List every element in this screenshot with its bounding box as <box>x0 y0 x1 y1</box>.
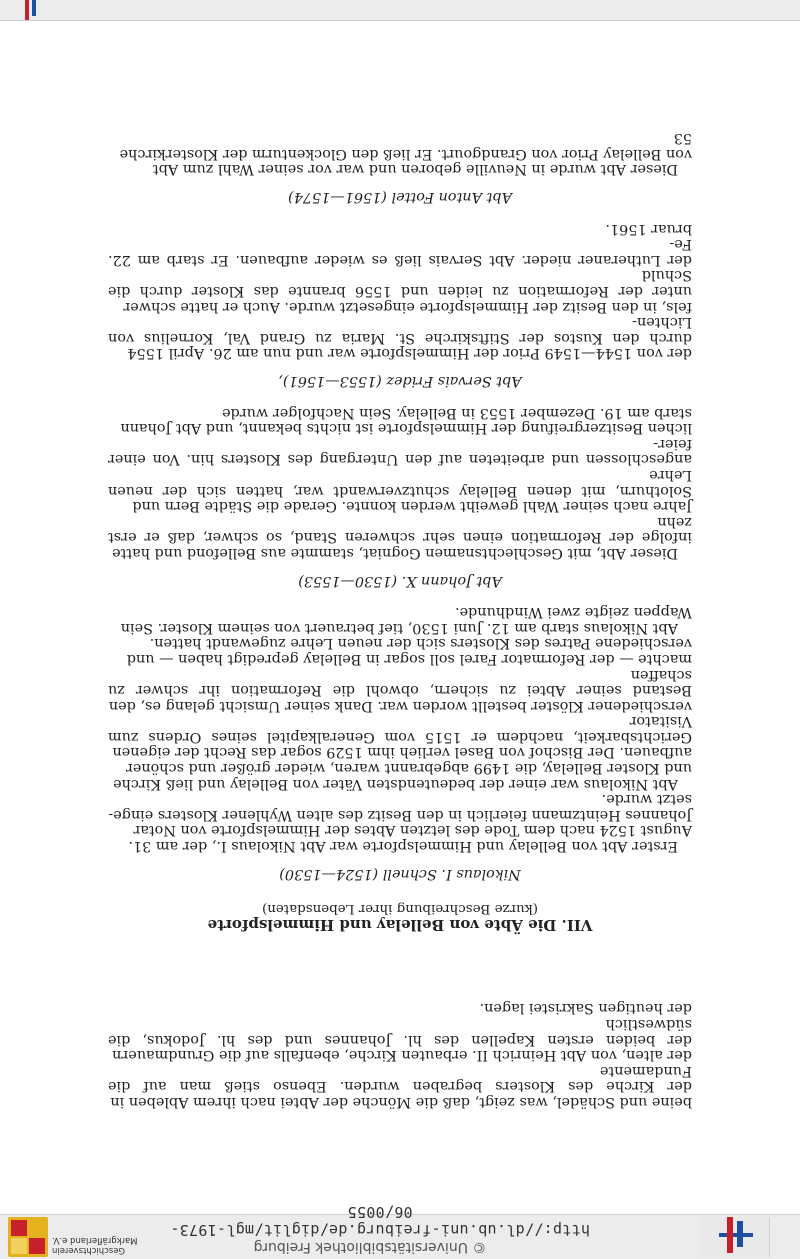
text-line: Solothurn, mit denen Bellelay schutzverwandt war, hatten sich der neuen Lehre <box>108 467 692 499</box>
text-line: Dieser Abt wurde in Neuville geboren und war vor seiner Wahl zum Abt <box>152 161 678 178</box>
society-name <box>52 1235 140 1255</box>
text-line: Abt Nikolaus war einer der bedeutendsten Väter von Bellelay und ließ Kirche <box>113 775 678 792</box>
text-line: August 1524 nach dem Tode des letzten Abtes der Himmelspforte von Notar <box>133 822 692 839</box>
text-line: Wappen zeigte zwei Windhunde. <box>454 604 692 621</box>
page-content <box>108 130 692 1109</box>
text-line: der heutigen Sakristei lagen. <box>479 1000 692 1017</box>
copyright-text: © Universitätsbibliothek Freiburg <box>253 1239 487 1255</box>
section-paragraph <box>108 635 692 791</box>
society-line-1: Geschichtsverein <box>52 1245 126 1255</box>
text-line: Erster Abt von Bellelay und Himmelspforte war Abt Nikolaus I., der am 31. <box>128 838 678 855</box>
text-line: unter der Reformation zu leiden und 1556 brannte das Kloster durch die Schuld <box>108 267 692 300</box>
text-line: fels, in den Besitz der Himmelspforte eingesetzt wurde. Auch er hatte schwer <box>123 298 692 315</box>
text-line: lichen Besitzergreifung der Himmelspforte ist nichts bekannt, und Abt Johann <box>120 420 692 437</box>
viewer-header <box>0 1203 800 1259</box>
section-paragraph <box>108 604 692 635</box>
chapter-title: VII. Die Äbte von Bellelay und Himmelspforte <box>207 915 593 934</box>
text-line: infolge der Reformation einen sehr schweren Stand, so schwer, daß er erst zehn <box>108 513 692 546</box>
page-number: 53 <box>673 130 692 147</box>
text-line: der alten, von Abt Heinrich II. erbauten Kirche, ebenfalls auf die Grundmauern <box>112 1047 692 1064</box>
text-line: setzt wurde. <box>601 791 692 808</box>
text-line: von Bellelay Prior von Grandgourt. Er ließ den Glockenturm der Klosterkirche <box>119 145 692 162</box>
section-paragraph <box>108 220 692 360</box>
section-paragraph <box>108 404 692 560</box>
permalink-url[interactable]: http://dl.ub.uni-freiburg.de/diglit/mgl-1973-06/0055 <box>170 1203 590 1239</box>
text-line: beine und Schädel, was zeigt, daß die Mönche der Abtei nach ihrem Ableben in <box>110 1094 692 1110</box>
text-line: der Lutheraner nieder. Abt Servais ließ es wieder aufbauen. Er starb am 22. Fe- <box>108 236 692 268</box>
text-line: der beiden ersten Kapellen des hl. Johannes und des hl. Jodokus, die südwestlich <box>108 1016 692 1048</box>
section-heading: Abt Servais Fridez (1553—1561), <box>278 373 522 390</box>
text-line: Dieser Abt, mit Geschlechtsnamen Gogniat, stammte aus Bellefond und hatte <box>112 544 678 561</box>
text-line: bruar 1561. <box>605 220 692 237</box>
viewer-footer <box>0 0 800 21</box>
society-line-2: Markgräflerland e.V. <box>52 1235 138 1245</box>
text-line: verschiedener Klöster bestellt worden war. Dank seiner Umsicht gelang es, den <box>108 697 692 714</box>
section-heading: Abt Johann X. (1530—1553) <box>298 572 502 589</box>
text-line: Abt Nikolaus starb am 12. Juni 1530, tief betrauert von seinem Kloster. Sein <box>120 619 678 636</box>
text-line: aufbauen. Der Bischof von Basel verlieh ihm 1529 sogar das Recht der eigenen <box>112 744 692 761</box>
coat-of-arms-icon <box>8 1217 48 1257</box>
library-logo-icon <box>20 0 40 20</box>
section-paragraph <box>108 145 692 176</box>
text-line: und Kloster Bellelay, die 1499 abgebrannt waren, wieder größer und schöner <box>125 760 692 777</box>
chapter-subtitle: (kurze Beschreibung ihrer Lebensdaten) <box>261 901 539 917</box>
text-line: der Kirche des Klosters begraben wurden. Ebenso stieß man auf die Fundamente <box>108 1062 692 1095</box>
text-line: verschiedene Patres des Klosters sich der neuen Lehre zugewandt hatten. <box>149 635 692 652</box>
text-line: angeschlossen und arbeiteten auf den Untergang des Klosters hin. Von einer feier- <box>108 435 692 468</box>
text-line: starb am 19. Dezember 1553 in Bellelay. Sein Nachfolger wurde <box>222 404 692 421</box>
text-line: der von 1544—1549 Prior der Himmelspforte war und nun am 26. April 1554 <box>127 345 692 362</box>
intro-paragraph <box>108 1000 692 1109</box>
section-heading: Nikolaus I. Schnell (1524—1530) <box>279 865 521 882</box>
text-line: machte — der Reformator Farel soll sogar in Bellelay gepredigt haben — und <box>126 650 692 667</box>
section-heading: Abt Anton Fottel (1561—1574) <box>288 189 512 206</box>
text-line: Gerichtsbarkeit, nachdem er 1515 vom Generalkapitel seines Ordens zum Visitator <box>108 713 692 745</box>
text-line: Jahre nach seiner Wahl geweiht werden konnte. Gerade die Städte Bern und <box>132 498 692 515</box>
section-paragraph <box>108 791 692 853</box>
text-line: durch den Kustos der Stiftskirche St. Maria zu Grand Val, Kornelius von Lichten- <box>108 314 692 346</box>
library-logo-icon <box>699 1217 770 1257</box>
text-line: Johannes Heintzmann feierlich in den Besitz des alten Wyhlener Klosters einge- <box>108 806 692 823</box>
text-line: Bestand seiner Abtei zu sichern, obwohl die Reformation ihr schwer zu schaffen <box>108 666 692 699</box>
